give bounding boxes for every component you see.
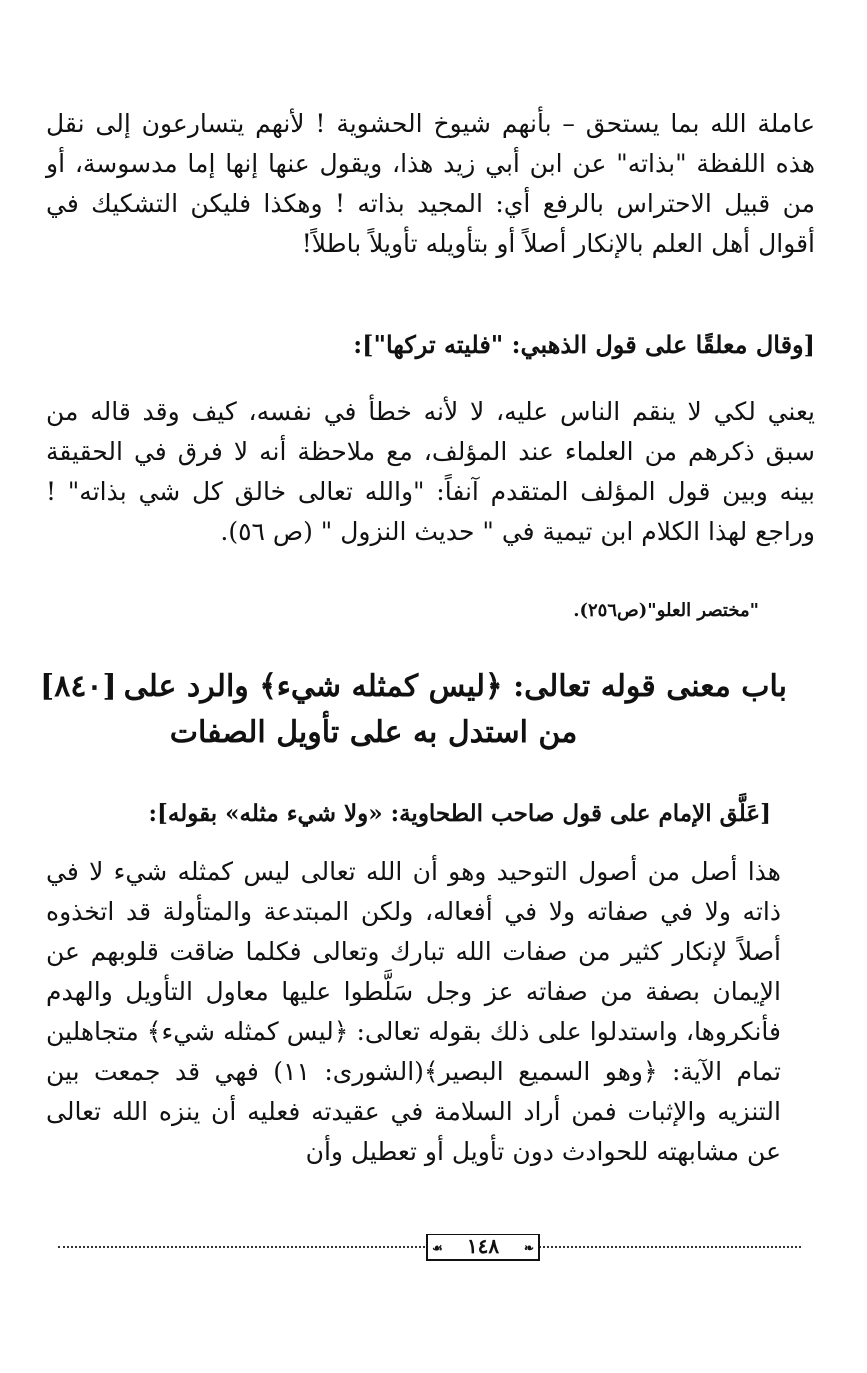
page-number: ١٤٨	[466, 1234, 500, 1258]
paragraph-intro: عاملة الله بما يستحق – بأنهم شيوخ الحشوية ! لأنهم يتسارعون إلى نقل هذه اللفظة "بذاته" عن ابن أبي زيد هذا، ويقول عنها إنها إما مدسوسة، أو من قبيل الاحتراس بالرفع أي: المجيد بذاته ! وهكذا فليكن التشكيك في أقوال أهل العلم بالإنكار أصلاً أو بتأويله تأويلاً باطلاً!	[46, 109, 815, 258]
paragraph-main: هذا أصل من أصول التوحيد وهو أن الله تعالى ليس كمثله شيء لا في ذاته ولا في صفاته ولا في أفعاله، ولكن المبتدعة والمتأولة قد اتخذوه أصلاً لإنكار كثير من صفات الله تبارك وتعالى فكلما ضاقت قلوبهم عن الإيمان بصفة من صفاته عز وجل سَلَّطوا عليها معاول التأويل والهدم فأنكروها، واستدلوا على ذلك بقوله تعالى: ﴿ليس كمثله شيء﴾ متجاهلين تمام الآية: ﴿وهو السميع البصير﴾(الشورى: ١١) فهي قد جمعت بين التنزيه والإثبات فمن أراد السلامة في عقيدته فعليه أن ينزه الله تعالى عن مشابهته للحوادث دون تأويل أو تعطيل وأن	[46, 857, 781, 1166]
chapter-heading	[40, 664, 787, 756]
chapter-title-line-1: باب معنى قوله تعالى: ﴿ليس كمثله شيء﴾ والرد على	[123, 669, 787, 704]
chapter-number: [٨٤٠]	[40, 669, 117, 704]
footnote-reference: "مختصر العلو"(ص٢٥٦).	[573, 600, 759, 621]
page-number-box	[426, 1234, 540, 1261]
paragraph-commentary: يعني لكي لا ينقم الناس عليه، لا لأنه خطأ في نفسه، كيف وقد قاله من سبق ذكرهم من العلماء عند المؤلف، مع ملاحظة أنه لا فرق في الحقيقة بينه وبين قول المؤلف المتقدم آنفاً: "والله تعالى خالق كل شي بذاته" ! وراجع لهذا الكلام ابن تيمية في " حديث النزول " (ص ٥٦).	[46, 397, 815, 546]
section-note-heading-2: [عَلَّق الإمام على قول صاحب الطحاوية: «ولا شيء مثله» بقوله]:	[148, 800, 771, 827]
section-note-heading: [وقال معلقًا على قول الذهبي: "فليته تركها"]:	[353, 330, 815, 359]
ornament-icon: ☙	[432, 1241, 443, 1255]
chapter-title-line-2: من استدل به على تأويل الصفات	[169, 715, 578, 750]
ornament-icon: ❧	[523, 1241, 534, 1255]
page-footer	[58, 1236, 801, 1258]
